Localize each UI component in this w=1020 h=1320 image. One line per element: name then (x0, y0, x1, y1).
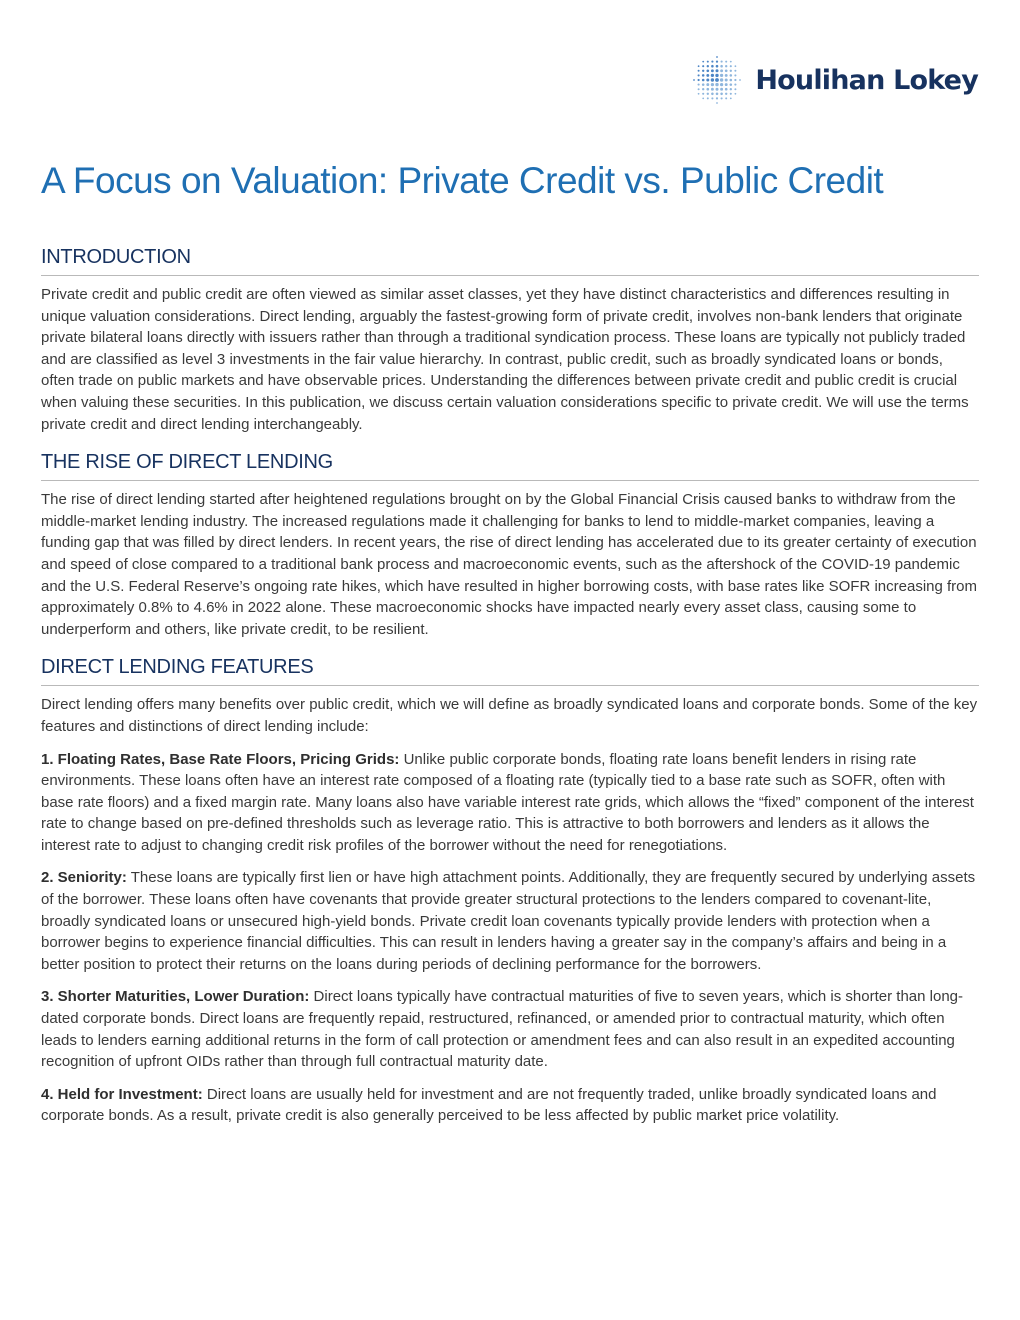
globe-dot (735, 79, 737, 81)
page-title: A Focus on Valuation: Private Credit vs. Public Credit (41, 160, 884, 201)
feature-item (41, 867, 979, 975)
section-rise-of-direct-lending (41, 451, 979, 640)
globe-dot (715, 78, 719, 82)
globe-dot (698, 88, 700, 90)
globe-dot (735, 70, 737, 72)
globe-dot (703, 93, 705, 95)
feature-label: 4. Held for Investment: (41, 1085, 203, 1103)
section-heading: THE RISE OF DIRECT LENDING (41, 451, 979, 481)
globe-dot (711, 74, 714, 77)
feature-text: These loans are typically first lien or have high attachment points. Additionally, they are frequently secured by underlying assets of the borrower. These loans often have covenants that provide greater structural protections to the lenders compared to covenant-lite, broadly syndicated loans or unsecured high-yield bonds. Private credit loan covenants typically provide lenders with protection when a borrower begins to experience financial difficulties. This can result in lenders having a greater say in the company’s affairs and being in a better position to protect their returns on the loans during periods of declining performance for the borrowers. (41, 869, 976, 973)
globe-dot (711, 69, 714, 72)
globe-dot (703, 61, 705, 63)
globe-dot (711, 88, 714, 91)
globe-dot (707, 65, 709, 67)
globe-dot (703, 65, 705, 67)
globe-dot (716, 88, 719, 91)
globe-dot (716, 69, 719, 72)
globe-dot (698, 70, 700, 72)
globe-dot (725, 74, 728, 77)
feature-label: 3. Shorter Maturities, Lower Duration: (41, 988, 310, 1006)
feature-text: Direct loans typically have contractual maturities of five to seven years, which is shorter than long-dated corporate bonds. Direct loans are frequently repaid, restructured, refinanced, or amended prior to contractual maturity, which often leads to lenders earning additional returns in the form of call protection or amendment fees and can also result in an expedited accounting recognition of upfront OIDs rather than through full contractual maturity date. (41, 988, 964, 1071)
globe-dot (721, 93, 724, 96)
globe-dot (720, 83, 723, 86)
globe-dot (735, 88, 737, 90)
paragraph: Private credit and public credit are often viewed as similar asset classes, yet they have distinct characteristics and differences resulting in unique valuation considerations. Direct lending, arguably the fastest-growing form of private credit, involves non-bank lenders that originate private bilateral loans directly with issuers rather than through a traditional syndication process. These loans are typically not publicly traded and are classified as level 3 investments in the fair value hierarchy. In contrast, public credit, such as broadly syndicated loans or bonds, often trade on public markets and have observable prices. Understanding the differences between private credit and public credit is crucial when valuing these securities. In this publication, we discuss certain valuation considerations specific to private credit. We will use the terms private credit and direct lending interchangeably. (41, 286, 969, 433)
feature-item (41, 986, 979, 1072)
globe-dot (702, 70, 704, 72)
globe-dot (730, 74, 733, 77)
globe-dot (716, 102, 718, 104)
globe-dot (707, 93, 709, 95)
paragraph: The rise of direct lending started after heightened regulations brought on by the Global Financial Crisis caused banks to withdraw from the middle-market lending industry. The increased regulations made it challenging for banks to lend to middle-market companies, leaving a funding gap that was filled by direct lenders. In recent years, the rise of direct lending has accelerated due to its greater certainty of execution and speed of close compared to a traditional bank process and macroeconomic events, such as the aftershock of the COVID-19 pandemic and the U.S. Federal Reserve’s ongoing rate hikes, which have resulted in higher borrowing costs, with base rates like SOFR increasing from approximately 0.8% to 4.6% in 2022 alone. These macroeconomic shocks have impacted nearly every asset class, causing some to underperform and others, like private credit, to be resilient. (41, 491, 978, 638)
globe-dot (716, 65, 719, 68)
globe-dot (730, 61, 732, 63)
globe-dot (721, 88, 724, 91)
globe-dot (735, 93, 737, 95)
paragraph: Direct lending offers many benefits over public credit, which we will define as broadly syndicated loans and corporate bonds. Some of the key features and distinctions of direct lending include: (41, 696, 978, 735)
globe-dot (721, 69, 724, 72)
feature-label: 2. Seniority: (41, 869, 127, 887)
globe-icon (691, 54, 743, 106)
globe-dot (702, 83, 705, 86)
globe-dot (707, 69, 710, 72)
globe-dot (711, 65, 714, 68)
globe-dot (698, 79, 700, 81)
globe-dot (725, 93, 727, 95)
section-introduction (41, 246, 979, 435)
globe-dot (721, 65, 724, 68)
globe-dot (716, 97, 718, 99)
globe-dot (702, 88, 704, 90)
globe-dot (698, 65, 700, 67)
globe-dot (726, 97, 728, 99)
globe-dot (735, 84, 737, 86)
globe-dot (726, 61, 728, 63)
globe-dot (730, 70, 732, 72)
globe-dot (721, 97, 723, 99)
globe-dot (725, 65, 727, 67)
globe-dot (698, 74, 700, 76)
globe-dot (702, 79, 705, 82)
globe-dot (725, 79, 728, 82)
globe-dot (730, 98, 732, 100)
globe-dot (698, 84, 700, 86)
globe-dot (707, 97, 709, 99)
section-heading: DIRECT LENDING FEATURES (41, 656, 979, 686)
globe-dot (711, 83, 714, 86)
globe-dot (739, 79, 741, 81)
feature-text: Direct loans are usually held for investment and are not frequently traded, unlike broadly syndicated loans and corporate bonds. As a result, private credit is also generally perceived to be less affected by public market price volatility. (41, 1085, 937, 1125)
globe-dot (712, 97, 714, 99)
globe-dot (707, 61, 709, 63)
globe-dot (716, 56, 718, 58)
feature-label: 1. Floating Rates, Base Rate Floors, Pricing Grids: (41, 750, 400, 768)
globe-dot (730, 88, 732, 90)
globe-dot (720, 78, 723, 81)
globe-dot (716, 83, 719, 86)
globe-dot (725, 83, 728, 86)
globe-dot (707, 74, 710, 77)
section-direct-lending-features (41, 656, 979, 1127)
globe-dot (730, 79, 733, 82)
feature-text: Unlike public corporate bonds, floating rate loans benefit lenders in rising rate environments. These loans often have an interest rate composed of a floating rate (typically tied to a base rate such as SOFR, often with base rate floors) and a fixed margin rate. Many loans also have variable interest rate grids, which allows the “fixed” component of the interest rate to change based on pre-defined thresholds such as leverage ratio. This is attractive to both borrowers and lenders as it allows the interest rate to adjust to changing credit risk profiles of the borrower without the need for renegotiations. (41, 750, 974, 854)
globe-dot (698, 93, 700, 95)
globe-dot (730, 83, 733, 86)
globe-dot (716, 61, 718, 63)
globe-dot (693, 79, 695, 81)
globe-dot (712, 61, 714, 63)
globe-dot (720, 74, 723, 77)
globe-dot (707, 79, 710, 82)
globe-dot (716, 74, 719, 77)
globe-dot (730, 93, 732, 95)
globe-dot (702, 74, 705, 77)
globe-dot (707, 83, 710, 86)
globe-dot (725, 69, 728, 72)
globe-dot (735, 65, 737, 67)
globe-dot (703, 98, 705, 100)
brand-logo (691, 54, 978, 106)
globe-dot (735, 74, 737, 76)
globe-dot (711, 78, 714, 81)
globe-dot (707, 88, 710, 91)
globe-dot (711, 93, 714, 96)
feature-item (41, 749, 979, 857)
globe-dot (730, 65, 732, 67)
globe-dot (725, 88, 728, 91)
brand-name: Houlihan Lokey (755, 64, 978, 96)
globe-dot (721, 61, 723, 63)
globe-dot (716, 93, 719, 96)
feature-item (41, 1084, 979, 1127)
section-heading: INTRODUCTION (41, 246, 979, 276)
document-body (41, 246, 979, 1143)
